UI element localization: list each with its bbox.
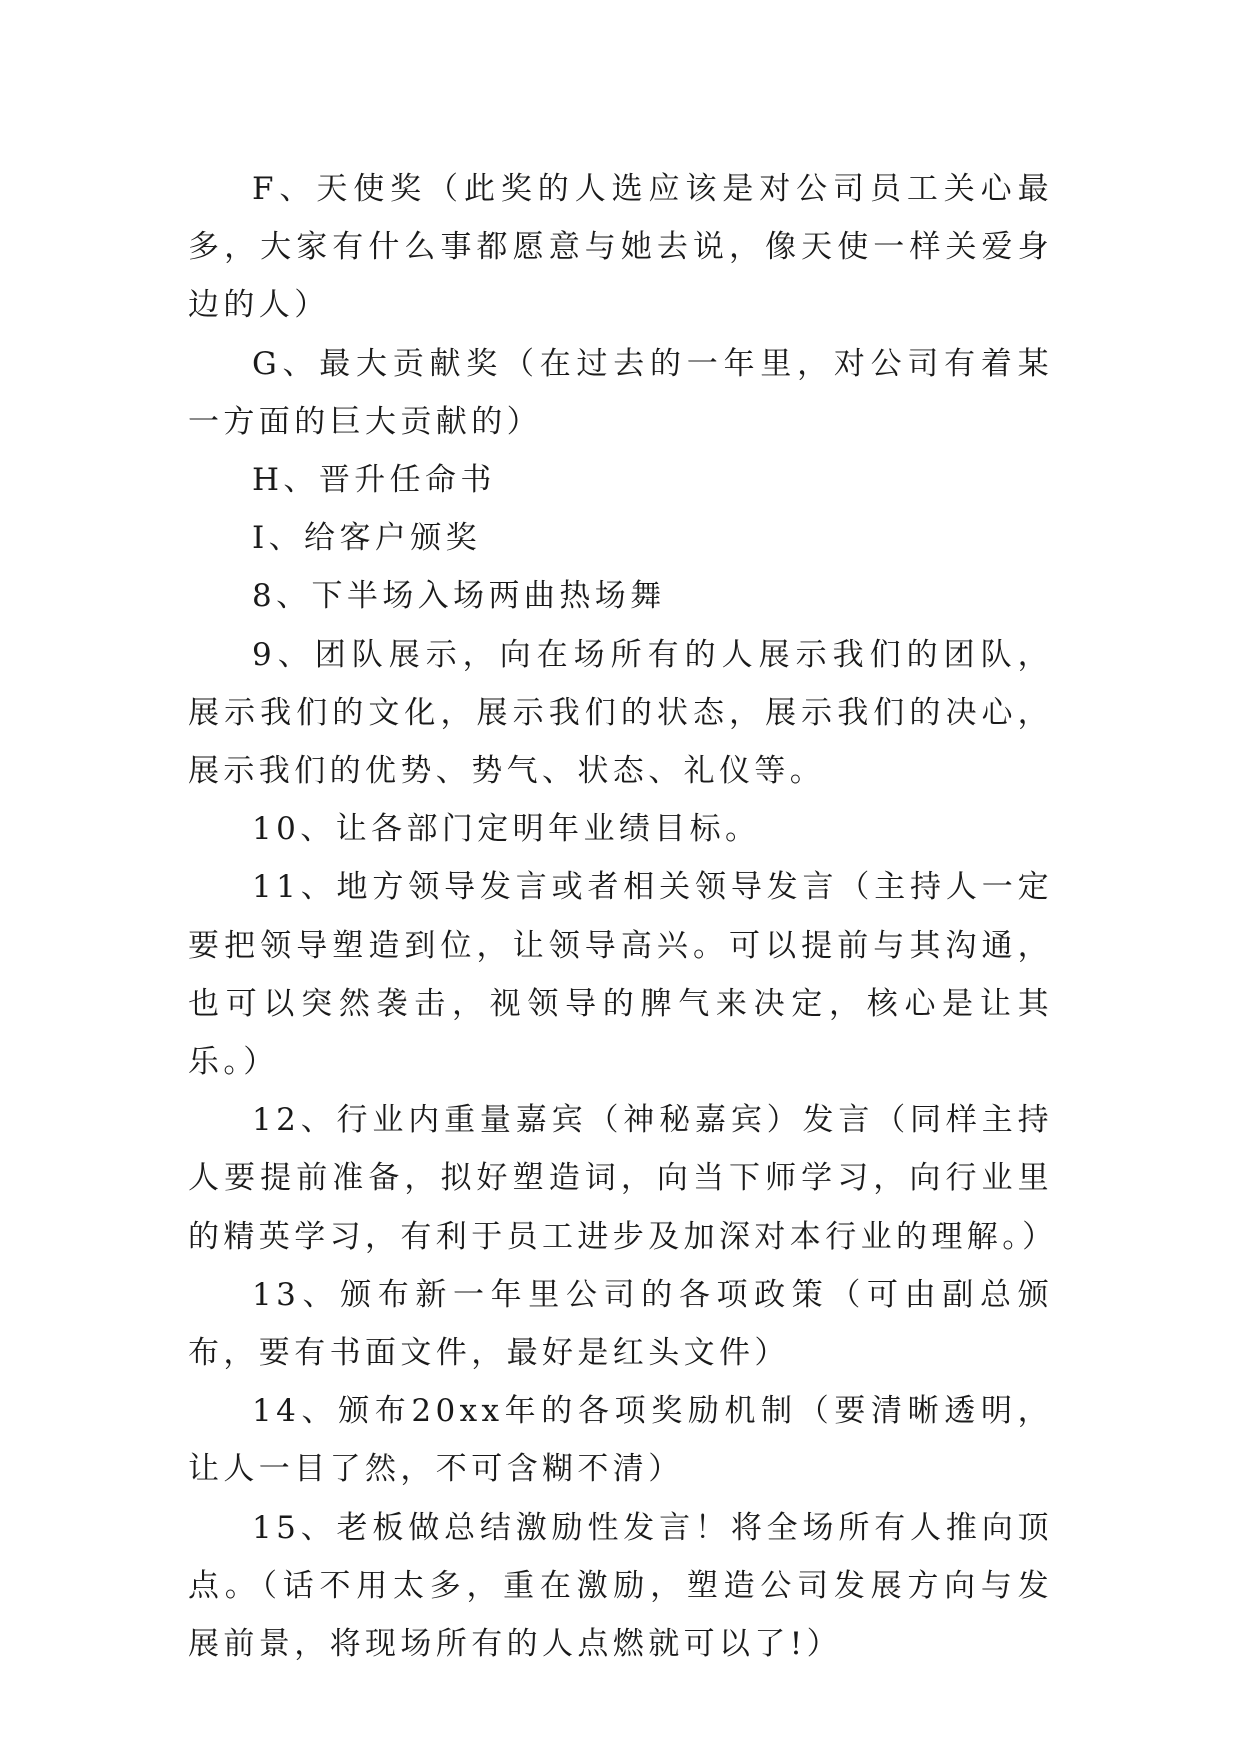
paragraph-award-angel: F、天使奖（此奖的人选应该是对公司员工关心最多，大家有什么事都愿意与她去说，像天使一样关爱身边的人） bbox=[188, 171, 1053, 324]
paragraph-item-15: 15、老板做总结激励性发言！将全场所有人推向顶点。（话不用太多，重在激励，塑造公司发展方向与发展前景，将现场所有的人点燃就可以了!） bbox=[188, 1509, 1053, 1663]
paragraph-item-8: 8、下半场入场两曲热场舞 bbox=[252, 578, 666, 615]
paragraph-promotion-letter: H、晋升任命书 bbox=[252, 462, 496, 499]
paragraph-item-9: 9、团队展示，向在场所有的人展示我们的团队，展示我们的文化，展示我们的状态，展示我们的决心，展示我们的优势、势气、状态、礼仪等。 bbox=[188, 636, 1053, 790]
document-body bbox=[188, 160, 1058, 1673]
paragraph-award-contribution: G、最大贡献奖（在过去的一年里，对公司有着某一方面的巨大贡献的） bbox=[188, 345, 1053, 440]
paragraph-client-awards: I、给客户颁奖 bbox=[252, 520, 482, 557]
paragraph-item-14: 14、颁布20xx年的各项奖励机制（要清晰透明，让人一目了然，不可含糊不清） bbox=[188, 1393, 1053, 1488]
paragraph-item-12: 12、行业内重量嘉宾（神秘嘉宾）发言（同样主持人要提前准备，拟好塑造词，向当下师学习，向行业里的精英学习，有利于员工进步及加深对本行业的理解。） bbox=[188, 1102, 1058, 1255]
paragraph-item-11: 11、地方领导发言或者相关领导发言（主持人一定要把领导塑造到位，让领导高兴。可以提前与其沟通，也可以突然袭击，视领导的脾气来决定，核心是让其乐。） bbox=[188, 869, 1053, 1081]
paragraph-item-13: 13、颁布新一年里公司的各项政策（可由副总颁布，要有书面文件，最好是红头文件） bbox=[188, 1276, 1053, 1372]
paragraph-item-10: 10、让各部门定明年业绩目标。 bbox=[252, 811, 761, 848]
